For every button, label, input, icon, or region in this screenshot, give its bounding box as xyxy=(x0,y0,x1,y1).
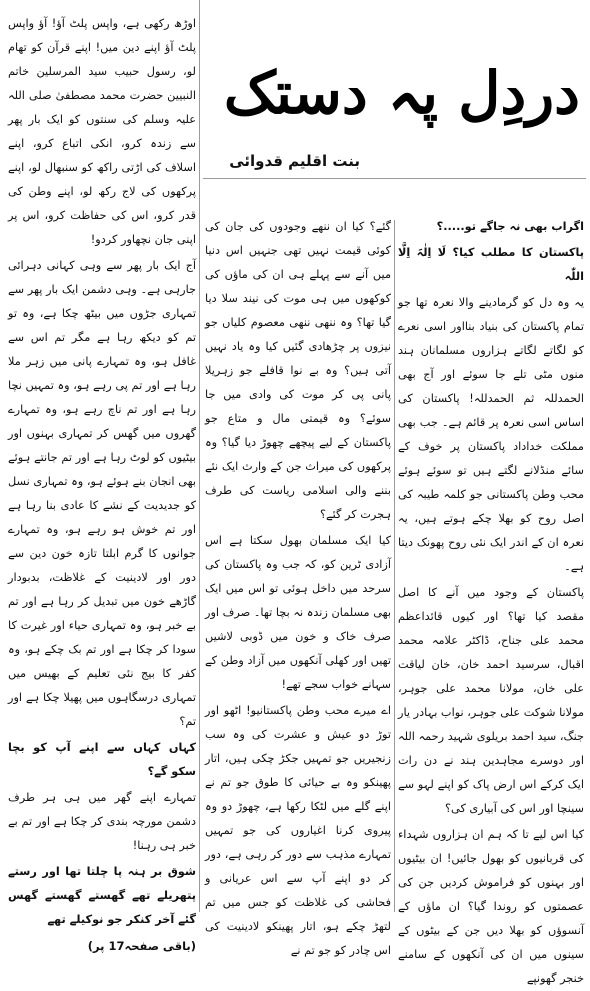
paragraph: آج ایک بار پھر سے وہی کہانی دہرائی جارہی ہے۔ وہی دشمن ایک بار پھر سے تمہاری جڑوں میں بیٹھ چکا ہے، وہ تو تم کو دیکھ رہا ہے مگر تم اس سے غافل ہو، وہ تمہارے پانی میں زہر ملا رہا ہے اور تم پی رہے ہو، وہ تمہیں نچا رہا ہے اور تم ناچ رہے ہو، وہ تمہارے گھروں میں گھس کر تمہاری بہنوں اور بیٹیوں کو لوٹ رہا ہے اور تم جانتے ہوئے بھی انجان بنے ہوئے ہو، وہ تمہاری نسل کو جدیدیت کے نشے کا عادی بنا رہا ہے اور تم خوش ہو رہے ہو، وہ تمہارے جوانوں کا گرم ابلتا تازہ خون دین سے دور اور لادینیت کے غلاظت، بدبودار گاڑھے خون میں تبدیل کر رہا ہے اور تم بے خبر ہو، وہ تمہاری حیاء اور غیرت کا سودا کر چکا ہے اور تم بک چکے ہو، وہ کفر کا بیج نئی تعلیم کے بھیس میں تمہاری درسگاہوں میں پھیلا چکا ہے اور تم؟ xyxy=(8,259,196,728)
article-byline: بنت اقلیم قدوائی xyxy=(229,152,360,170)
paragraph: اگراب بھی نہ جاگے تو.....؟ xyxy=(436,220,584,233)
paragraph: پاکستان کا مطلب کیا؟ لَا اِلٰہَ اِلَّا اللّٰہ xyxy=(398,246,584,283)
text-column-right xyxy=(398,215,584,985)
article-headline: دردِل پہ دستک xyxy=(223,59,580,127)
paragraph: اے میرے محب وطن پاکستانیو! اٹھو اور توڑ دو عیش و عشرت کی وہ سب زنجیریں جو تمہیں جکڑ چکی ہیں، اتار پھینکو وہ بے حیائی کا طوق جو تم نے اپنے گلے میں لٹکا رکھا ہے، چھوڑ دو وہ پیروی کرنا اغیاروں کی جو تمہیں تمہارے مذہب سے دور کر رہی ہے، دور کر دو اپنے آپ سے اس عریانی و فحاشی کی غلاظت کو جس میں تم لتھڑ چکے ہو، اتار پھینکو لادینیت کی اس چادر کو جو تم نے xyxy=(205,704,391,957)
text-column-middle xyxy=(205,215,391,957)
paragraph: گئے؟ کیا ان ننھے وجودوں کی جان کی کوئی قیمت نہیں تھی جنہیں اس دنیا میں آنے سے پہلے ہی ان کی ماؤں کی کوکھوں میں ہی موت کی نیند سلا دیا گیا تھا؟ وہ ننھی ننھی معصوم کلیاں جو نیزوں پر چڑھادی گئیں کیا وہ یاد نہیں آتی ہیں؟ وہ بے نوا قافلے جو زہریلا پانی پی کر موت کی وادی میں جا سوئے؟ وہ قیمتی مال و متاع جو پاکستان کے لیے پیچھے چھوڑ دیا گیا؟ وہ پرکھوں کی میراث جن کے وارث ایک نئے بننے والی اسلامی ریاست کی طرف ہجرت کر گئے؟ xyxy=(205,220,391,521)
paragraph: یہ وہ دل کو گرمادینے والا نعرہ تھا جو تمام پاکستان کی بنیاد بنااور اسی نعرے کو لگاتے لگاتے ہزاروں مسلمانان ہند منوں مٹی تلے جا سوئے اور آج بھی الحمدللہ ثم الحمدللہ! پاکستان کی اساس اسی نعرہ پر قائم ہے۔ جب بھی مملکت خداداد پاکستان پر خوف کے سائے منڈلانے لگتے ہیں تو سوئے ہوئے محب وطن پاکستانی جو کلمہ طیبہ کی اصل روح کو بھلا چکے ہوتے ہیں، یہ نعرہ ان کے اندر ایک نئی روح پھونک دیتا ہے۔ xyxy=(398,296,584,573)
paragraph: پاکستان کے وجود میں آنے کا اصل مقصد کیا تھا؟ اور کیوں قائداعظم محمد علی جناح، ڈاکٹر علامہ محمد اقبال، سرسید احمد خان، خان لیاقت علی خان، مولانا محمد علی جوہر، مولانا شوکت علی جوہر، نواب بہادر یار جنگ، سید احمد بریلوی شہید رحمہ اللہ اور دوسرے مجاہدین ہند نے دن رات ایک کرکے اس ارض پاک کو اپنے لہو سے سینچا اور اس کی آبیاری کی؟ xyxy=(398,586,584,815)
byline-rule xyxy=(203,178,586,179)
paragraph: کہاں کہاں سے اپنے آپ کو بچا سکو گے؟ xyxy=(8,741,196,778)
verse: شوق بر ہنہ پا چلتا تھا اور رستے پتھریلے تھے گھستے گھستے گھس گئے آخر کنکر جو نوکیلے تھے xyxy=(8,865,196,926)
paragraph: تمہارے اپنے گھر میں ہی ہر طرف دشمن مورچہ بندی کر چکا ہے اور تم بے خبر ہی رہنا! xyxy=(8,791,196,852)
column-divider xyxy=(199,0,200,912)
paragraph: کیا ایک مسلمان بھول سکتا ہے اس آزادی ٹرین کو، کہ جب وہ پاکستان کی سرحد میں داخل ہوئی تو اس میں ایک بھی مسلمان زندہ نہ بچا تھا۔ صرف اور صرف خاک و خون میں ڈوبی لاشیں تھیں اور کھلی آنکھوں میں آزاد وطن کے سہانے خواب سجے تھے! xyxy=(205,534,391,691)
text-column-left xyxy=(8,12,196,953)
paragraph: کیا اس لیے تا کہ ہم ان ہزاروں شہداء کی قربانیوں کو بھول جائیں! ان بیٹیوں اور بہنوں کو فراموش کردیں جن کی عصمتوں کو روندا گیا؟ ان ماؤں کے آنسوؤں کو بھلا دیں جن کے بیٹوں کے سینوں میں ان کی آنکھوں کے سامنے خنجر گھونپے xyxy=(398,828,584,985)
continued-notice: (باقی صفحہ17 پر) xyxy=(87,939,196,953)
column-divider xyxy=(394,220,395,912)
paragraph: اوڑھ رکھی ہے، واپس پلٹ آؤ! آؤ واپس پلٹ آؤ اپنے دین میں! اپنے قرآن کو تھام لو، رسول حبیب سید المرسلین خاتم النبیین حضرت محمد مصطفیٰ صلی اللہ علیہ وسلم کی سنتوں کو ایک بار پھر سے زندہ کرو، انکی اتباع کرو، اپنے اسلاف کی اڑتی راکھ کو سنبھال لو، اپنے پرکھوں کی لاج رکھ لو، اپنے وطن کی قدر کرو، اس کی حفاظت کرو، اس پر اپنی جان نچھاور کردو! xyxy=(8,17,196,246)
